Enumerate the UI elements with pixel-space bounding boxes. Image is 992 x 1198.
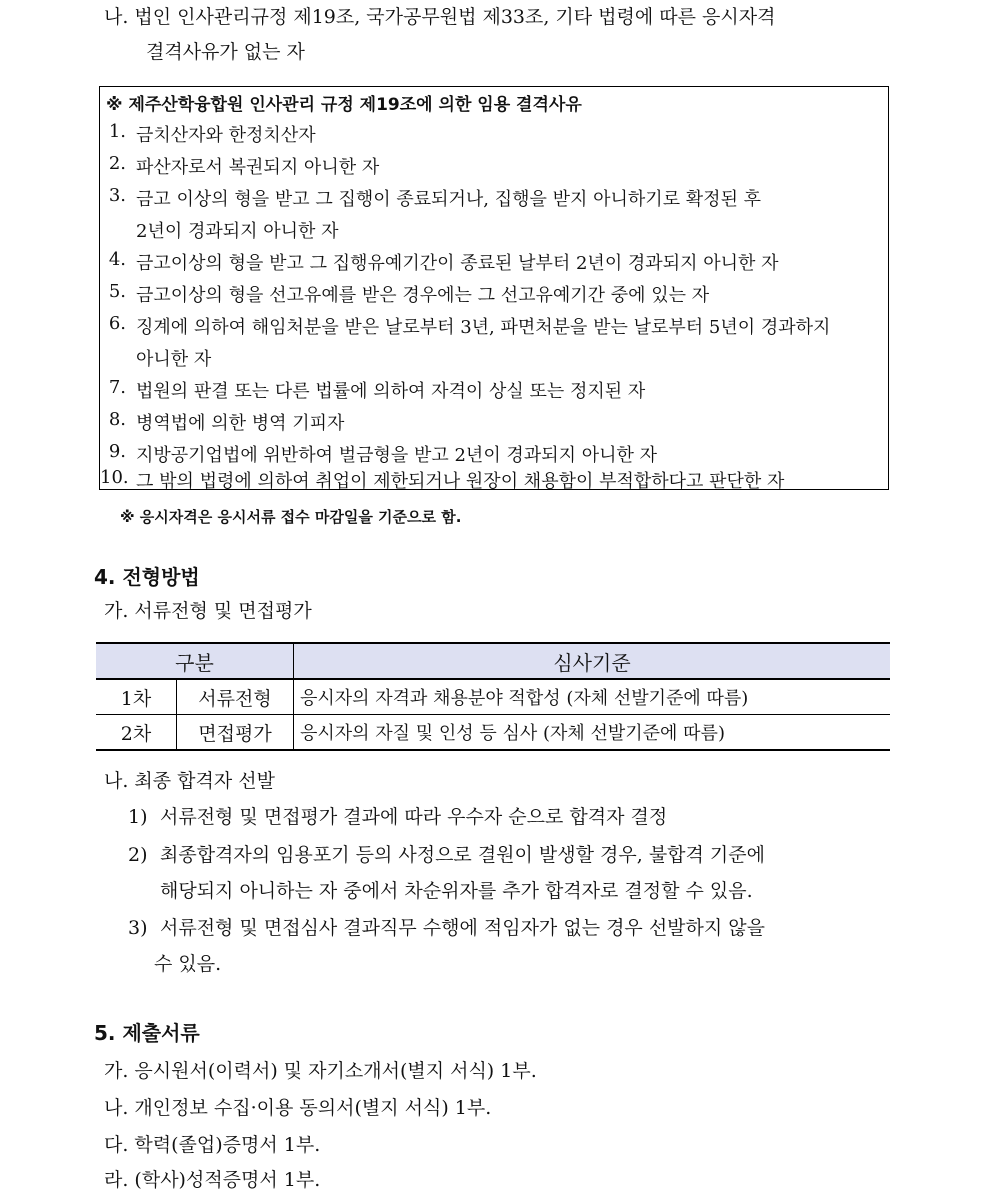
item-text: 금치산자와 한정치산자 xyxy=(136,125,316,146)
section-4-heading: 4. 전형방법 xyxy=(94,565,200,589)
item-number: 4. xyxy=(108,249,126,270)
table-cell-type: 서류전형 xyxy=(177,679,294,715)
eligibility-item-na-continued: 결격사유가 없는 자 xyxy=(146,41,305,63)
item-number: 6. xyxy=(108,313,126,334)
table-cell-criteria: 응시자의 자질 및 인성 등 심사 (자체 선발기준에 따름) xyxy=(294,715,891,751)
document-item: 나. 개인정보 수집·이용 동의서(별지 서식) 1부. xyxy=(104,1097,492,1119)
final-item-2: 최종합격자의 임용포기 등의 사정으로 결원이 발생할 경우, 불합격 기준에 xyxy=(160,844,765,866)
item-number: 9. xyxy=(108,441,126,462)
final-item-3: 서류전형 및 면접심사 결과직무 수행에 적임자가 없는 경우 선발하지 않을 xyxy=(160,917,765,939)
item-text: 2년이 경과되지 아니한 자 xyxy=(136,221,339,242)
table-header-criteria: 심사기준 xyxy=(294,643,891,679)
table-cell-criteria: 응시자의 자격과 채용분야 적합성 (자체 선발기준에 따름) xyxy=(294,679,891,715)
item-text: 금고이상의 형을 받고 그 집행유예기간이 종료된 날부터 2년이 경과되지 아니한 자 xyxy=(136,253,779,274)
final-item-1-number: 1) xyxy=(128,806,148,828)
item-text: 법원의 판결 또는 다른 법률에 의하여 자격이 상실 또는 정지된 자 xyxy=(136,381,646,402)
item-text: 아니한 자 xyxy=(136,349,212,370)
item-number: 8. xyxy=(108,409,126,430)
item-number: 2. xyxy=(108,153,126,174)
item-text: 파산자로서 복권되지 아니한 자 xyxy=(136,157,380,178)
item-text: 금고이상의 형을 선고유예를 받은 경우에는 그 선고유예기간 중에 있는 자 xyxy=(136,285,710,306)
eligibility-item-na: 나. 법인 인사관리규정 제19조, 국가공무원법 제33조, 기타 법령에 따른 응시자격 xyxy=(104,6,776,28)
final-item-2-number: 2) xyxy=(128,844,148,866)
table-cell-stage: 1차 xyxy=(96,679,177,715)
table-header-category: 구분 xyxy=(96,643,294,679)
final-item-2-continued: 해당되지 아니하는 자 중에서 차순위자를 추가 합격자로 결정할 수 있음. xyxy=(160,880,753,902)
final-item-3-number: 3) xyxy=(128,917,148,939)
final-item-3-continued: 수 있음. xyxy=(154,953,222,975)
item-text: 병역법에 의한 병역 기피자 xyxy=(136,413,345,434)
table-row xyxy=(96,715,890,751)
evaluation-table xyxy=(96,642,890,751)
document-item: 라. (학사)성적증명서 1부. xyxy=(104,1169,321,1191)
section-4-sub-ga: 가. 서류전형 및 면접평가 xyxy=(104,600,312,622)
disqualification-box xyxy=(99,86,889,490)
item-text: 징계에 의하여 해임처분을 받은 날로부터 3년, 파면처분을 받는 날로부터 5년이 경과하지 xyxy=(136,317,831,338)
item-number: 7. xyxy=(108,377,126,398)
section-4-sub-na: 나. 최종 합격자 선발 xyxy=(104,770,275,792)
section-5-heading: 5. 제출서류 xyxy=(94,1021,200,1045)
item-text: 지방공기업법에 위반하여 벌금형을 받고 2년이 경과되지 아니한 자 xyxy=(136,445,657,466)
item-text: 금고 이상의 형을 받고 그 집행이 종료되거나, 집행을 받지 아니하기로 확정된 후 xyxy=(136,189,762,210)
document-item: 다. 학력(졸업)증명서 1부. xyxy=(104,1134,321,1156)
item-text: 그 밖의 법령에 의하여 취업이 제한되거나 원장이 채용함이 부적합하다고 판단한 자 xyxy=(136,471,785,492)
item-number: 1. xyxy=(108,121,126,142)
item-number: 5. xyxy=(108,281,126,302)
table-cell-stage: 2차 xyxy=(96,715,177,751)
table-row xyxy=(96,679,890,715)
final-item-1: 서류전형 및 면접평가 결과에 따라 우수자 순으로 합격자 결정 xyxy=(160,806,668,828)
eligibility-note: ※ 응시자격은 응시서류 접수 마감일을 기준으로 함. xyxy=(120,508,462,526)
item-number: 10. xyxy=(100,467,129,488)
document-item: 가. 응시원서(이력서) 및 자기소개서(별지 서식) 1부. xyxy=(104,1060,537,1082)
disqualification-title: ※ 제주산학융합원 인사관리 규정 제19조에 의한 임용 결격사유 xyxy=(106,95,582,115)
item-number: 3. xyxy=(108,185,126,206)
table-header-row xyxy=(96,643,890,679)
table-cell-type: 면접평가 xyxy=(177,715,294,751)
